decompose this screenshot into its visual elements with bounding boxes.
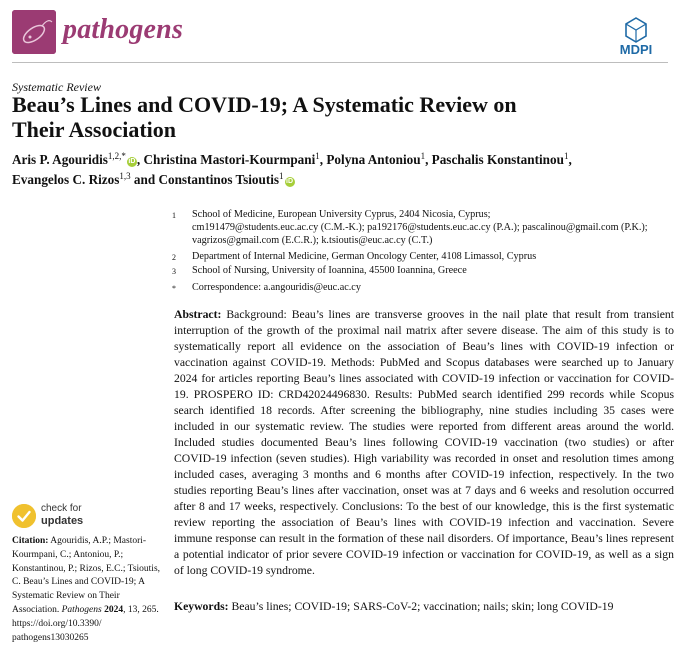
journal-name: pathogens — [63, 14, 184, 45]
keywords-label: Keywords: — [174, 600, 229, 613]
article-type: Systematic Review — [12, 80, 101, 94]
keywords-text: Beau’s lines; COVID-19; SARS-CoV-2; vaccination; nails; skin; long COVID-19 — [231, 600, 614, 613]
author: Polyna Antoniou$^1$, — [326, 151, 432, 167]
citation-doi-line2[interactable]: pathogens13030265 — [12, 632, 89, 643]
abstract-text: Background: Beau’s lines are transverse grooves in the nail plate that result from transient interruption of the growth of the proximal nail matrix after severe disease. The aim of this study is to systematically report all evidence on the association of Beau’s lines with COVID-19 infection or vaccination against COVID-19. Methods: PubMed and Scopus databases were searched up to January 2024 for articles reporting Beau’s lines associated with COVID-19 infection or vaccination for COVID-19. PROSPERO ID: CRD42024496830. Results: PubMed search identified 299 records while Scopus search identified 18 records. After screening the bibliography, nine studies including 35 cases were included in our systematic review. The studies were reported from different areas around the world. Included studies documented Beau’s lines following COVID-19 vaccination (two studies) or after COVID-19 infection (seven studies). High variability was recorded in onset and resolution times among included cases, averaging 3 months and 6 months after COVID-19 infection, respectively. In the two studies reporting Beau’s lines after vaccination, onset was at 7 days and 6 weeks and resolution occurred after 8 and 17 weeks, respectively. Conclusions: To the best of our knowledge, this is the first systematic review reporting the association of Beau’s lines with COVID-19 infection and vaccination. Severe immune response can result in the formation of these nail disorders. Of importance, Beau’s lines represent a potential indicator of prior severe COVID-19 infection or vaccination for COVID-19, as well as a sign of long COVID-19 syndrome. — [174, 308, 675, 577]
check-updates-line2: updates — [41, 515, 84, 527]
citation-doi-line1[interactable]: https://doi.org/10.3390/ — [12, 618, 102, 629]
check-for-updates-button[interactable] — [12, 500, 162, 530]
check-updates-line1: check for — [41, 503, 82, 514]
check-updates-icon — [12, 504, 36, 528]
correspondence: * Correspondence: a.angouridis@euc.ac.cy — [172, 282, 361, 293]
mdpi-logo-icon — [606, 16, 666, 56]
author-list — [12, 150, 672, 190]
journal-logo-icon — [12, 10, 56, 54]
orcid-icon[interactable]: iD — [128, 158, 136, 165]
author: Paschalis Konstantinou$^1$, — [431, 151, 572, 167]
article-title — [12, 92, 672, 142]
abstract-label: Abstract: — [174, 308, 222, 321]
affiliation-item: 1 School of Medicine, European University Cyprus, 2404 Nicosia, Cyprus; cm191479@students.euc.ac.cy (C.M.-K.); pa192176@students.euc.ac.cy (P.A.); pascalinou@gmail.com (P.K.); vagrizos@gmail.com (E.C.R.); k.tsioutis@euc.ac.cy (C.T.) — [172, 209, 648, 246]
author: Constantinos Tsioutis$^1$iD — [158, 171, 294, 187]
title-line-2: Their Association — [12, 117, 177, 142]
citation-year: 2024 — [104, 604, 124, 615]
affiliation-item: 2 Department of Internal Medicine, German Oncology Center, 4108 Limassol, Cyprus — [172, 251, 537, 262]
affiliations — [172, 208, 677, 295]
abstract — [174, 307, 674, 579]
author: Christina Mastori-Kourmpani$^1$, — [143, 151, 327, 167]
keywords — [174, 599, 674, 615]
header-divider — [12, 62, 668, 63]
mdpi-logo-text: MDPI — [619, 42, 653, 56]
affiliation-item: 3 School of Nursing, University of Ioannina, 45500 Ioannina, Greece — [172, 265, 467, 276]
citation-label: Citation: — [12, 536, 49, 546]
author: Evangelos C. Rizos$^{1,3}$ and — [12, 171, 159, 187]
orcid-icon[interactable]: iD — [286, 178, 294, 185]
citation-journal: Pathogens — [61, 604, 102, 615]
author: Aris P. Agouridis$^{1,2,*}$iD , — [12, 151, 144, 167]
citation-volume: , 13, 265. — [123, 604, 159, 615]
title-line-1: Beau’s Lines and COVID-19; A Systematic Review on — [12, 92, 517, 117]
citation-text: Agouridis, A.P.; Mastori-Kourmpani, C.; Antoniou, P.; Konstantinou, P.; Rizos, E.C.; Tsioutis, C. Beau’s Lines and COVID-19; A Systematic Review on Their Association. — [12, 536, 161, 615]
citation-block — [12, 535, 164, 645]
